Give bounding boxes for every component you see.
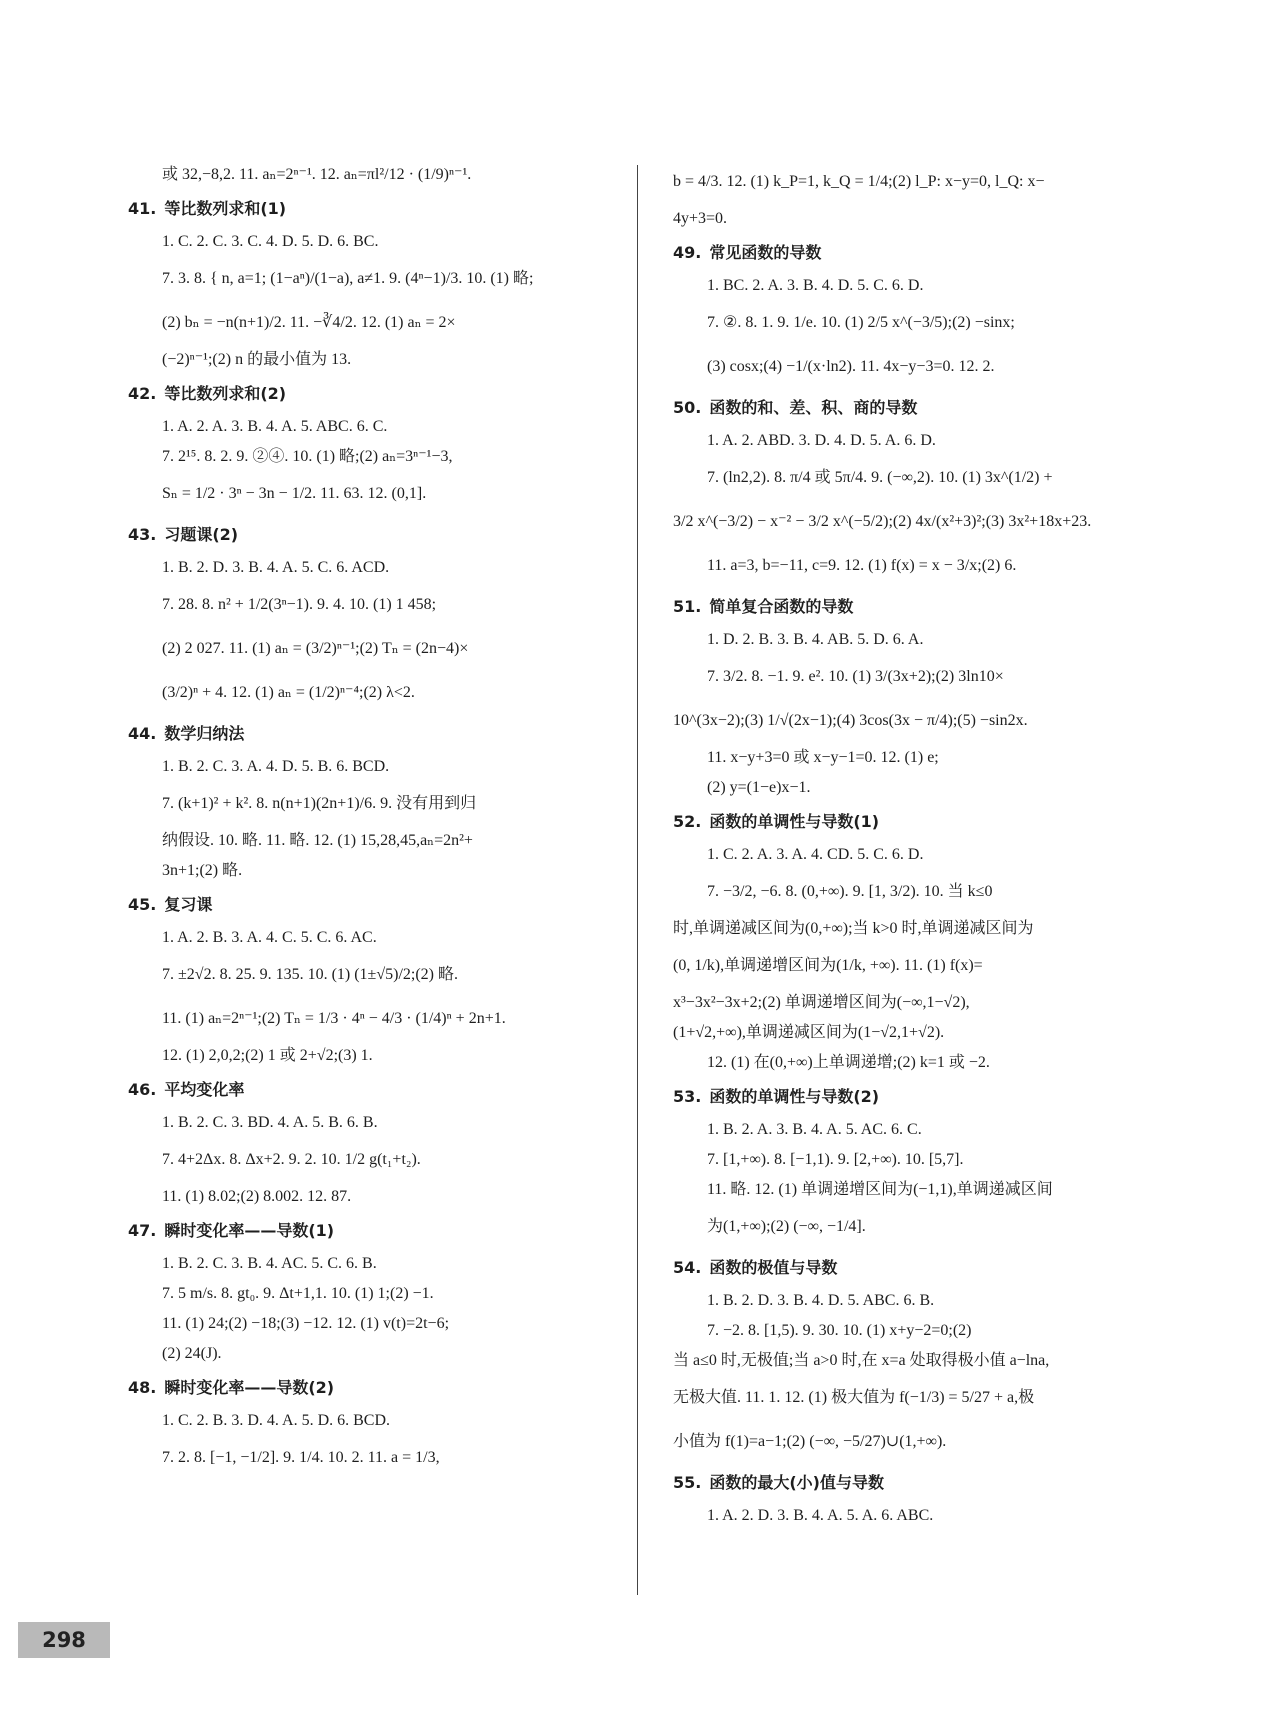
answer-line: (−2)ⁿ⁻¹;(2) n 的最小值为 13. [162, 351, 352, 368]
answer-line: (2) bₙ = −n(n+1)/2. 11. −∛4/2. 12. (1) aₙ = 2× [162, 314, 456, 331]
section-title: 数学归纳法 [164, 724, 245, 743]
answer-line: x³−3x²−3x+2;(2) 单调递增区间为(−∞,1−√2), [673, 994, 970, 1011]
answer-line: 11. x−y+3=0 或 x−y−1=0. 12. (1) e; [707, 749, 939, 766]
section-title: 函数的单调性与导数(2) [709, 1087, 880, 1106]
answer-line: 1. B. 2. C. 3. A. 4. D. 5. B. 6. BCD. [162, 758, 390, 775]
section-title: 等比数列求和(2) [164, 384, 287, 403]
section-title: 函数的单调性与导数(1) [709, 812, 880, 831]
section-number: 44. [128, 724, 157, 743]
section-heading [128, 892, 622, 915]
section-title: 简单复合函数的导数 [709, 597, 854, 616]
answer-line: 7. ±2√2. 8. 25. 9. 135. 10. (1) (1±√5)/2;(2) 略. [162, 966, 458, 983]
section-title: 函数的和、差、积、商的导数 [709, 398, 918, 417]
section-heading [128, 721, 622, 744]
section-heading [128, 1218, 622, 1241]
answer-line: 1. BC. 2. A. 3. B. 4. D. 5. C. 6. D. [707, 277, 924, 294]
answer-line: 1. A. 2. A. 3. B. 4. A. 5. ABC. 6. C. [162, 418, 388, 435]
section-heading [673, 809, 1153, 832]
answer-line: 10^(3x−2);(3) 1/√(2x−1);(4) 3cos(3x − π/4);(5) −sin2x. [673, 712, 1028, 729]
answer-line: 7. ②. 8. 1. 9. 1/e. 10. (1) 2/5 x^(−3/5);(2) −sinx; [707, 314, 1015, 331]
answer-line: 7. [1,+∞). 8. [−1,1). 9. [2,+∞). 10. [5,7]. [707, 1151, 964, 1168]
section-title: 平均变化率 [164, 1080, 245, 1099]
answer-line: 11. a=3, b=−11, c=9. 12. (1) f(x) = x − 3/x;(2) 6. [707, 557, 1017, 574]
section-number: 51. [673, 597, 702, 616]
answer-line: 1. B. 2. C. 3. BD. 4. A. 5. B. 6. B. [162, 1114, 378, 1131]
column-divider [637, 165, 638, 1595]
answer-line: 1. B. 2. D. 3. B. 4. A. 5. C. 6. ACD. [162, 559, 390, 576]
section-number: 45. [128, 895, 157, 914]
answer-line: 7. 28. 8. n² + 1/2(3ⁿ−1). 9. 4. 10. (1) 1 458; [162, 596, 437, 613]
section-number: 53. [673, 1087, 702, 1106]
section-number: 48. [128, 1378, 157, 1397]
answer-line: 1. A. 2. ABD. 3. D. 4. D. 5. A. 6. D. [707, 432, 936, 449]
section-heading [673, 1255, 1153, 1278]
section-heading [128, 196, 622, 219]
answer-line: 7. −2. 8. [1,5). 9. 30. 10. (1) x+y−2=0;(2) [707, 1322, 972, 1339]
section-number: 50. [673, 398, 702, 417]
section-number: 55. [673, 1473, 702, 1492]
section-heading [128, 522, 622, 545]
section-number: 46. [128, 1080, 157, 1099]
section-heading [673, 395, 1153, 418]
page-number: 298 [18, 1622, 110, 1658]
answer-line: 时,单调递减区间为(0,+∞);当 k>0 时,单调递减区间为 [673, 920, 1034, 937]
right-column [673, 160, 1153, 1531]
answer-line: (2) 2 027. 11. (1) aₙ = (3/2)ⁿ⁻¹;(2) Tₙ = (2n−4)× [162, 640, 469, 657]
section-number: 52. [673, 812, 702, 831]
answer-line: Sₙ = 1/2 · 3ⁿ − 3n − 1/2. 11. 63. 12. (0,1]. [162, 485, 427, 502]
answer-line: 1. C. 2. B. 3. D. 4. A. 5. D. 6. BCD. [162, 1412, 391, 1429]
section-title: 瞬时变化率——导数(2) [164, 1378, 335, 1397]
answer-line: 无极大值. 11. 1. 12. (1) 极大值为 f(−1/3) = 5/27 + a,极 [673, 1389, 1035, 1406]
answer-line: 7. (k+1)² + k². 8. n(n+1)(2n+1)/6. 9. 没有用到归 [162, 795, 477, 812]
answer-line: 7. 3/2. 8. −1. 9. e². 10. (1) 3/(3x+2);(2) 3ln10× [707, 668, 1004, 685]
answer-line: 7. 2¹⁵. 8. 2. 9. ②④. 10. (1) 略;(2) aₙ=3ⁿ⁻¹−3, [162, 448, 453, 465]
answer-line: 或 32,−8,2. 11. aₙ=2ⁿ⁻¹. 12. aₙ=πl²/12 · (1/9)ⁿ⁻¹. [162, 166, 472, 183]
left-column [128, 160, 622, 1480]
answer-line: (1+√2,+∞),单调递减区间为(1−√2,1+√2). [673, 1024, 945, 1041]
section-number: 43. [128, 525, 157, 544]
answer-line: (0, 1/k),单调递增区间为(1/k, +∞). 11. (1) f(x)= [673, 957, 983, 974]
section-title: 函数的最大(小)值与导数 [709, 1473, 884, 1492]
answer-line: 7. 3. 8. { n, a=1; (1−aⁿ)/(1−a), a≠1. 9. (4ⁿ−1)/3. 10. (1) 略; [162, 270, 534, 287]
answer-line: 1. C. 2. A. 3. A. 4. CD. 5. C. 6. D. [707, 846, 924, 863]
answer-line: 小值为 f(1)=a−1;(2) (−∞, −5/27)∪(1,+∞). [673, 1433, 947, 1450]
answer-line: (2) y=(1−e)x−1. [707, 779, 811, 796]
answer-line: 7. 5 m/s. 8. gt₀. 9. Δt+1,1. 10. (1) 1;(2) −1. [162, 1285, 434, 1302]
section-heading [673, 1084, 1153, 1107]
answer-line: 7. 2. 8. [−1, −1/2]. 9. 1/4. 10. 2. 11. a = 1/3, [162, 1449, 440, 1466]
answer-line: 7. 4+2Δx. 8. Δx+2. 9. 2. 10. 1/2 g(t₁+t₂). [162, 1151, 421, 1168]
answer-line: 1. B. 2. D. 3. B. 4. D. 5. ABC. 6. B. [707, 1292, 935, 1309]
answer-line: 11. (1) 8.02;(2) 8.002. 12. 87. [162, 1188, 352, 1205]
answer-line: 4y+3=0. [673, 210, 728, 227]
section-number: 47. [128, 1221, 157, 1240]
section-heading [128, 1077, 622, 1100]
section-heading [673, 240, 1153, 263]
answer-line: 1. A. 2. D. 3. B. 4. A. 5. A. 6. ABC. [707, 1507, 934, 1524]
answer-line: 1. C. 2. C. 3. C. 4. D. 5. D. 6. BC. [162, 233, 379, 250]
answer-line: 12. (1) 2,0,2;(2) 1 或 2+√2;(3) 1. [162, 1047, 373, 1064]
answer-line: 纳假设. 10. 略. 11. 略. 12. (1) 15,28,45,aₙ=2n²+ [162, 832, 473, 849]
section-title: 习题课(2) [164, 525, 239, 544]
section-title: 瞬时变化率——导数(1) [164, 1221, 335, 1240]
answer-line: (2) 24(J). [162, 1345, 222, 1362]
section-title: 等比数列求和(1) [164, 199, 287, 218]
section-number: 42. [128, 384, 157, 403]
answer-line: b = 4/3. 12. (1) k_P=1, k_Q = 1/4;(2) l_P: x−y=0, l_Q: x− [673, 173, 1045, 190]
answer-line: 12. (1) 在(0,+∞)上单调递增;(2) k=1 或 −2. [707, 1054, 990, 1071]
answer-line: 3/2 x^(−3/2) − x⁻² − 3/2 x^(−5/2);(2) 4x/(x²+3)²;(3) 3x²+18x+23. [673, 513, 1092, 530]
section-number: 41. [128, 199, 157, 218]
section-title: 复习课 [164, 895, 213, 914]
answer-line: (3) cosx;(4) −1/(x·ln2). 11. 4x−y−3=0. 12. 2. [707, 358, 995, 375]
answer-line: (3/2)ⁿ + 4. 12. (1) aₙ = (1/2)ⁿ⁻⁴;(2) λ<2. [162, 684, 415, 701]
answer-line: 11. (1) aₙ=2ⁿ⁻¹;(2) Tₙ = 1/3 · 4ⁿ − 4/3 · (1/4)ⁿ + 2n+1. [162, 1010, 506, 1027]
answer-line: 1. B. 2. C. 3. B. 4. AC. 5. C. 6. B. [162, 1255, 377, 1272]
answer-line: 1. D. 2. B. 3. B. 4. AB. 5. D. 6. A. [707, 631, 924, 648]
answer-line: 3n+1;(2) 略. [162, 862, 243, 879]
section-title: 常见函数的导数 [709, 243, 822, 262]
answer-line: 为(1,+∞);(2) (−∞, −1/4]. [707, 1218, 866, 1235]
section-heading [673, 1470, 1153, 1493]
section-number: 49. [673, 243, 702, 262]
section-heading [128, 381, 622, 404]
answer-line: 11. (1) 24;(2) −18;(3) −12. 12. (1) v(t)=2t−6; [162, 1315, 450, 1332]
section-heading [673, 594, 1153, 617]
section-heading [128, 1375, 622, 1398]
answer-line: 7. (ln2,2). 8. π/4 或 5π/4. 9. (−∞,2). 10. (1) 3x^(1/2) + [707, 469, 1053, 486]
answer-line: 7. −3/2, −6. 8. (0,+∞). 9. [1, 3/2). 10. 当 k≤0 [707, 883, 993, 900]
answer-line: 1. A. 2. B. 3. A. 4. C. 5. C. 6. AC. [162, 929, 377, 946]
answer-line: 当 a≤0 时,无极值;当 a>0 时,在 x=a 处取得极小值 a−lna, [673, 1352, 1050, 1369]
section-title: 函数的极值与导数 [709, 1258, 838, 1277]
section-number: 54. [673, 1258, 702, 1277]
answer-line: 1. B. 2. A. 3. B. 4. A. 5. AC. 6. C. [707, 1121, 922, 1138]
answer-line: 11. 略. 12. (1) 单调递增区间为(−1,1),单调递减区间 [707, 1181, 1053, 1198]
